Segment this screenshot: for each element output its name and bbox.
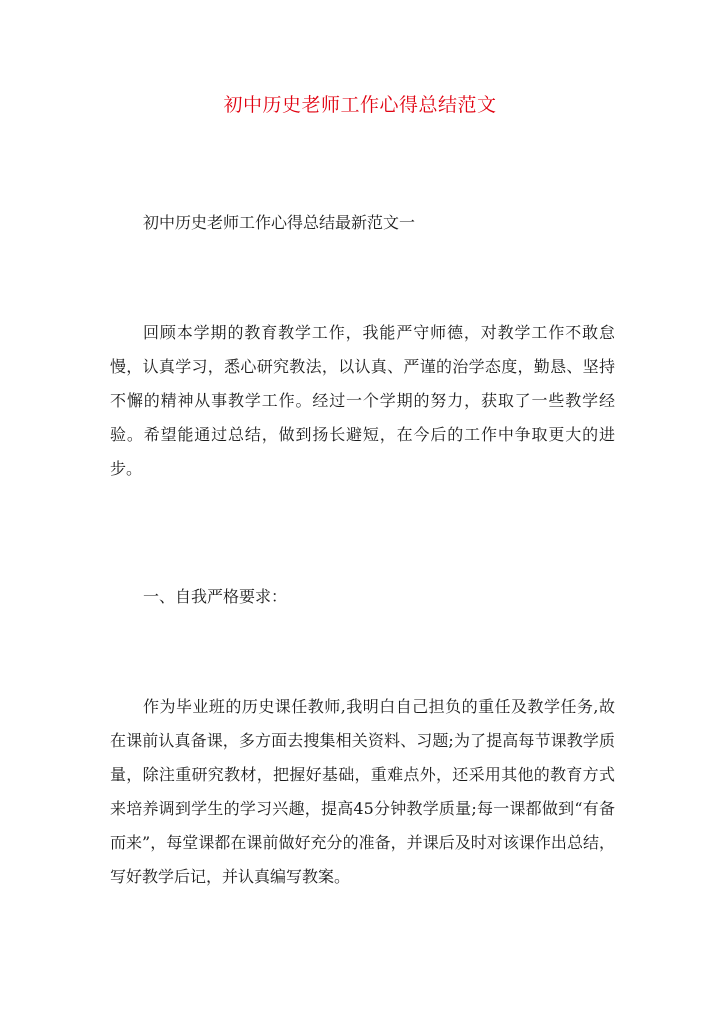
document-title: 初中历史老师工作心得总结范文 xyxy=(223,94,497,116)
intro-paragraph: 回顾本学期的教育教学工作，我能严守师德，对教学工作不敢怠慢，认真学习，悉心研究教法，以认真、严谨的治学态度，勤恳、坚持不懈的精神从事教学工作。经过一个学期的努力，获取了一些教学经验。希望能通过总结，做到扬长避短，在今后的工作中争取更大的进步。 xyxy=(110,323,615,478)
section-heading: 一、自我严格要求： xyxy=(143,587,288,606)
section-paragraph: 作为毕业班的历史课任教师,我明白自己担负的重任及教学任务,故在课前认真备课，多方面去搜集相关资料、习题;为了提高每节课教学质量，除注重研究教材，把握好基础，重难点外，还采用其他的教育方式来培养调到学生的学习兴趣，提高45分钟教学质量;每一课都做到“有备而来”，每堂课都在课前做好充分的准备，并课后及时对该课作出总结，写好教学后记，并认真编写教案。 xyxy=(110,697,615,886)
document-subtitle: 初中历史老师工作心得总结最新范文一 xyxy=(143,213,416,232)
